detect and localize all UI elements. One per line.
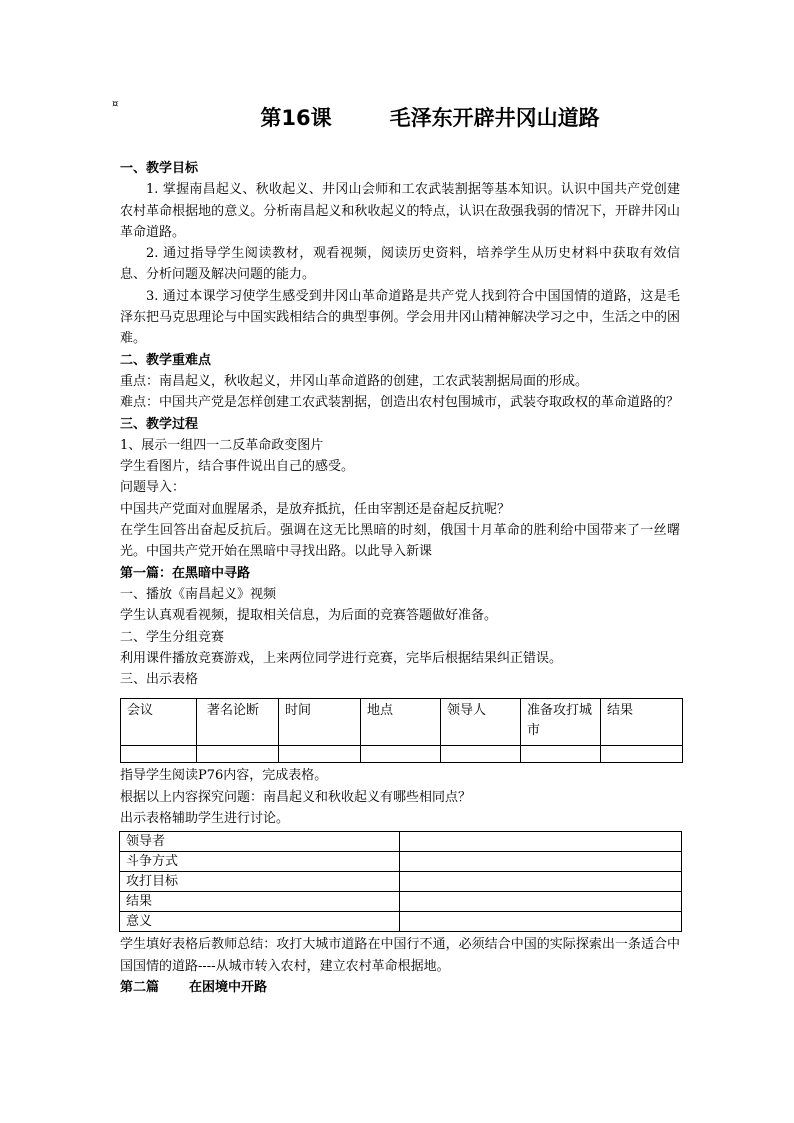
objective-3: 3. 通过本课学习使学生感受到井冈山革命道路是共产党人找到符合中国国情的道路，这是毛泽东把马克思理论与中国实践相结合的典型事例。学会用井冈山精神解决学习之中，生活之中的困难。 (120, 288, 680, 347)
table-row (120, 892, 682, 912)
row-label: 斗争方式 (120, 852, 400, 872)
objectives-heading: 一、教学目标 (120, 161, 199, 176)
table-cell (279, 746, 361, 763)
row-label: 意义 (120, 912, 400, 932)
row-label: 领导者 (120, 832, 400, 852)
table-header-cell: 领导人 (441, 699, 521, 746)
table-header-cell: 时间 (279, 699, 361, 746)
row-label: 攻打目标 (120, 872, 400, 892)
lesson-number: 第16课 (260, 106, 332, 130)
table-cell (121, 746, 197, 763)
table-header-cell: 会议 (121, 699, 197, 746)
objective-1: 1. 掌握南昌起义、秋收起义、井冈山会师和工农武装割据等基本知识。认识中国共产党创建农村革命根据地的意义。分析南昌起义和秋收起义的特点，认识在敌强我弱的情况下，开辟井冈山革命道路。 (120, 182, 680, 240)
process-line-5: 在学生回答出奋起反抗后。强调在这无比黑暗的时刻，俄国十月革命的胜利给中国带来了一丝曙光。中国共产党开始在黑暗中寻找出路。以此导入新课 (120, 523, 680, 560)
part1-step3: 三、出示表格 (120, 672, 199, 688)
process-line-3: 问题导入： (120, 480, 186, 496)
table-header-cell: 著名论断 (197, 699, 279, 746)
page-title (0, 104, 794, 132)
part1-step2-desc: 利用课件播放竞赛游戏，上来两位同学进行竞赛，完毕后根据结果纠正错误。 (120, 650, 563, 666)
table-cell (441, 746, 521, 763)
process-line-1: 1、展示一组四一二反革命政变图片 (120, 437, 324, 453)
part1-step1-desc: 学生认真观看视频，提取相关信息，为后面的竞赛答题做好准备。 (120, 608, 498, 624)
row-label: 结果 (120, 892, 400, 912)
table-cell (400, 912, 682, 932)
table-row (121, 746, 683, 763)
after-table-line-1: 指导学生阅读P76内容，完成表格。 (120, 768, 328, 784)
part2-label: 第二篇 (120, 979, 160, 995)
after-table-line-3: 出示表格辅助学生进行讨论。 (120, 811, 290, 827)
document-body (120, 158, 680, 998)
table-cell (400, 832, 682, 852)
table-cell (601, 746, 683, 763)
process-heading: 三、教学过程 (120, 416, 199, 432)
table-row (120, 852, 682, 872)
after-table-line-2: 根据以上内容探究问题：南昌起义和秋收起义有哪些相同点？ (120, 789, 472, 805)
table-row (120, 872, 682, 892)
part2-title: 在困境中开路 (189, 979, 268, 995)
key-point-difficulty: 难点：中国共产党是怎样创建工农武装割据，创造出农村包围城市，武装夺取政权的革命道路的？ (120, 395, 680, 411)
uprising-table (120, 698, 683, 763)
table-cell (361, 746, 441, 763)
table-row (120, 912, 682, 932)
objective-2: 2. 通过指导学生阅读教材，观看视频，阅读历史资料，培养学生从历史材料中获取有效信息、分析问题及解决问题的能力。 (120, 246, 680, 283)
table-header-cell: 地点 (361, 699, 441, 746)
part1-step2: 二、学生分组竞赛 (120, 629, 225, 645)
table-header-row (121, 699, 683, 746)
table-header-cell: 结果 (601, 699, 683, 746)
part1-heading: 第一篇：在黑暗中寻路 (120, 565, 251, 581)
key-point-focus: 重点：南昌起义，秋收起义，井冈山革命道路的创建，工农武装割据局面的形成。 (120, 373, 589, 389)
table-cell (521, 746, 601, 763)
table-row (120, 832, 682, 852)
page-mark: ¤ (112, 99, 119, 110)
lesson-name: 毛泽东开辟井冈山道路 (389, 106, 600, 130)
table-cell (400, 872, 682, 892)
process-line-4: 中国共产党面对血腥屠杀，是放弃抵抗，任由宰割还是奋起反抗呢？ (120, 501, 511, 517)
table-cell (400, 852, 682, 872)
key-points-heading: 二、教学重难点 (120, 352, 212, 368)
part1-step1: 一、播放《南昌起义》视频 (120, 586, 277, 602)
table-header-cell: 准备攻打城市 (521, 699, 601, 746)
table-cell (400, 892, 682, 912)
table-cell (197, 746, 279, 763)
part2-heading (120, 977, 680, 998)
comparison-table (119, 831, 682, 932)
process-line-2: 学生看图片，结合事件说出自己的感受。 (120, 459, 355, 475)
teacher-summary: 学生填好表格后教师总结：攻打大城市道路在中国行不通，必须结合中国的实际探索出一条适合中国国情的道路----从城市转入农村，建立农村革命根据地。 (120, 937, 680, 974)
